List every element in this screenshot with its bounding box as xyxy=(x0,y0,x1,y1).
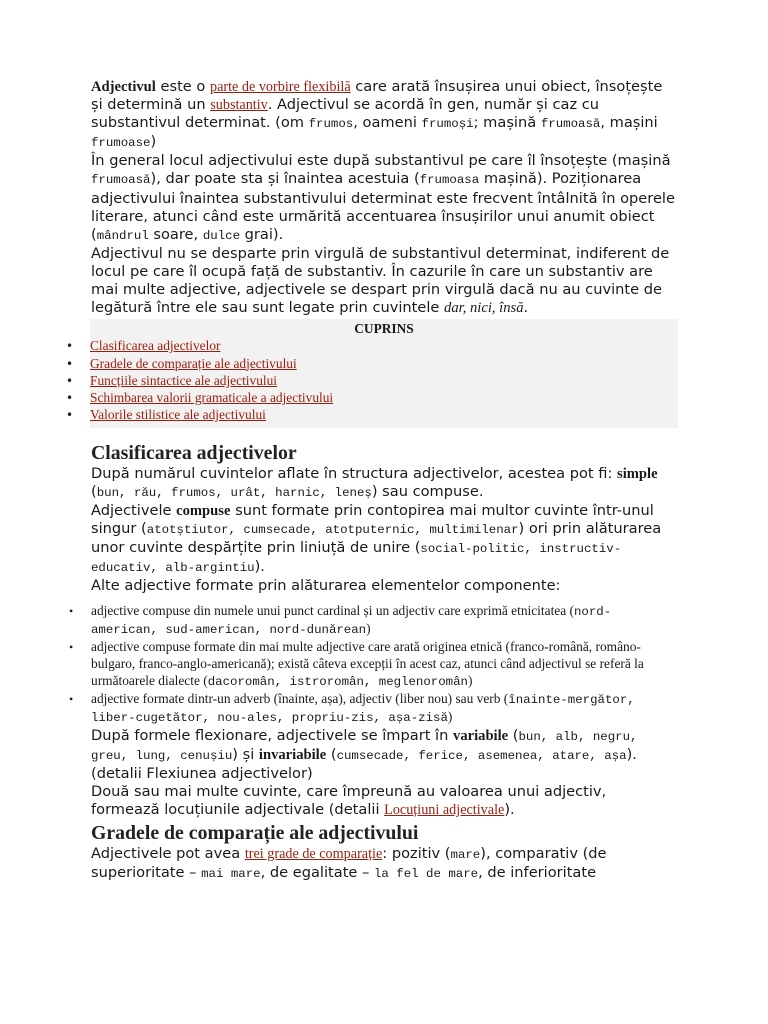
section-heading-clasificarea: Clasificarea adjectivelor xyxy=(91,441,297,464)
text: . Adjectivul se acordă în gen, număr și caz cu substantivul determinat. (om xyxy=(91,96,600,132)
section1-paragraph-5 xyxy=(91,783,677,819)
intro-paragraph-1 xyxy=(91,78,677,152)
example: bun, alb, negru, greu, lung, cenușiu xyxy=(91,729,638,763)
text: grai). xyxy=(240,225,284,243)
list-item xyxy=(91,639,677,691)
example: social-politic, instructiv-educativ, alb-argintiu xyxy=(91,542,622,576)
section2-paragraph-1 xyxy=(91,845,677,883)
example: frumoasa xyxy=(419,173,480,188)
text: ), comparativ (de superioritate – xyxy=(91,845,607,882)
section1-paragraph-2 xyxy=(91,502,677,577)
text: sunt formate prin contopirea mai multor cuvinte într-unul singur ( xyxy=(91,501,654,537)
text: ) xyxy=(150,133,157,151)
text: este o xyxy=(155,78,210,95)
example: dacoromân, istroromân, meglenoromân xyxy=(207,674,468,689)
example: mare xyxy=(450,848,481,863)
text: : pozitiv ( xyxy=(382,845,451,863)
text: ( xyxy=(326,745,337,763)
text: ). (detalii Flexiunea adjectivelor) xyxy=(91,745,637,782)
term: compuse xyxy=(176,502,231,519)
example: bun, rău, frumos, urât, harnic, leneș xyxy=(96,485,372,500)
section1-paragraph-1 xyxy=(91,465,677,502)
section-heading-gradele: Gradele de comparație ale adjectivului xyxy=(91,822,419,845)
toc-link-clasificarea[interactable]: Clasificarea adjectivelor xyxy=(90,338,221,354)
text: soare, xyxy=(148,225,203,243)
toc-item xyxy=(90,373,678,390)
text: Două sau mai multe cuvinte, care împreună au valoarea unui adjectiv, formează locuțiunile adjectivale (detalii xyxy=(91,782,607,819)
text: ) xyxy=(366,621,371,637)
text: În general locul adjectivului este după substantivul pe care îl însoțește (mașină xyxy=(91,152,671,170)
table-of-contents xyxy=(90,319,678,427)
text: ( xyxy=(508,726,519,744)
text: care arată însușirea unui obiect, însoțește și determină un xyxy=(91,78,663,114)
section1-paragraph-3: Alte adjective formate prin alăturarea elementelor componente: xyxy=(91,577,561,595)
toc-link-valorile[interactable]: Valorile stilistice ale adjectivului xyxy=(90,407,266,423)
term: invariabile xyxy=(258,746,327,763)
example: frumos xyxy=(308,117,354,132)
text: adjective compuse formate din mai multe adjective care arată originea etnică (franco-română, româno-bulgaro, franco-anglo-americană); există câteva excepții în acest caz, atunci când adjectivul se referă la următoarele dialecte ( xyxy=(91,639,644,688)
toc-item xyxy=(90,338,678,355)
example: dulce xyxy=(202,228,241,243)
toc-item xyxy=(90,407,678,424)
intro-paragraph-2 xyxy=(91,152,677,244)
text: Adjectivul nu se desparte prin virgulă de substantivul determinat, indiferent de locul pe care îl ocupă față de substantiv. În cazurile în care un substantiv are mai multe adjective, adjectivele se despart prin virgulă dacă nu au cuvinte de legătură între ele sau sunt legate prin cuvintele xyxy=(91,244,670,317)
text: adjective formate dintr-un adverb (înainte, așa), adjectiv (liber nou) sau verb ( xyxy=(91,690,509,706)
compound-adjectives-list xyxy=(91,603,677,726)
text: După numărul cuvintelor aflate în structura adjectivelor, acestea pot fi: xyxy=(91,464,618,482)
text: După formele flexionare, adjectivele se împart în xyxy=(91,726,454,744)
example: frumoase xyxy=(91,136,151,151)
toc-title: CUPRINS xyxy=(354,321,414,337)
toc-item xyxy=(90,356,678,373)
toc-link-gradele[interactable]: Gradele de comparație ale adjectivului xyxy=(90,355,297,371)
text: ). xyxy=(254,558,265,576)
toc-link-functiile[interactable]: Funcțiile sintactice ale adjectivului xyxy=(90,372,278,388)
link-trei-grade[interactable]: trei grade de comparație xyxy=(244,846,383,863)
text: ). xyxy=(504,801,515,819)
intro-paragraph-3 xyxy=(91,245,677,317)
text: ) xyxy=(447,708,453,724)
text: ) și xyxy=(232,745,259,763)
list-item xyxy=(91,603,677,639)
text: ) sau compuse. xyxy=(371,482,484,500)
list-item xyxy=(91,691,677,727)
text: . xyxy=(523,299,529,317)
link-locutiuni-adjectivale[interactable]: Locuțiuni adjectivale xyxy=(384,802,505,819)
text: ) xyxy=(467,672,473,688)
text: ), dar poate sta și înaintea acestuia ( xyxy=(150,170,420,188)
example: frumoși xyxy=(421,117,474,132)
example: frumoasă xyxy=(91,173,151,188)
toc-item xyxy=(90,390,678,407)
example: înainte-mergător, liber-cugetător, nou-ales, propriu-zis, așa-zisă xyxy=(91,692,635,725)
link-parte-de-vorbire[interactable]: parte de vorbire flexibilă xyxy=(210,79,351,95)
text: adjective compuse din numele unui punct cardinal și un adjectiv care exprimă etnicitatea ( xyxy=(91,603,574,619)
article xyxy=(91,78,677,883)
term: variabile xyxy=(453,727,509,744)
text: , de egalitate – xyxy=(260,864,374,882)
example: mai mare xyxy=(201,867,261,882)
section1-paragraph-4 xyxy=(91,727,677,783)
text: Adjectivele xyxy=(91,501,177,519)
text: , oameni xyxy=(353,114,422,132)
text: , de inferioritate xyxy=(478,864,597,882)
text: ) ori prin alăturarea unor cuvinte despărțite prin liniuță de unire ( xyxy=(91,519,662,557)
example: mândrul xyxy=(96,228,149,243)
toc-link-schimbarea[interactable]: Schimbarea valorii gramaticale a adjectivului xyxy=(90,390,334,406)
term-adjectivul: Adjectivul xyxy=(91,79,156,95)
link-substantiv[interactable]: substantiv xyxy=(210,97,268,114)
example: atotștiutor, cumsecade, atotputernic, multimilenar xyxy=(146,522,519,537)
text: Adjectivele pot avea xyxy=(91,845,245,863)
example: dar, nici, însă xyxy=(444,300,524,317)
example: cumsecade, ferice, asemenea, atare, așa xyxy=(336,748,627,763)
term: simple xyxy=(617,465,658,482)
toc-list xyxy=(90,338,678,424)
text: ( xyxy=(91,482,97,500)
text: ; mașină xyxy=(473,114,541,132)
example: frumoasă xyxy=(540,117,601,132)
text: , mașini xyxy=(600,114,658,132)
text: mașină). Poziționarea adjectivului înaintea substantivului determinat este frecvent întâlnită în operele literare, atunci când este urmărită accentuarea însușirilor unui anumit obiect ( xyxy=(91,170,675,243)
example: la fel de mare xyxy=(373,867,479,882)
example: nord-american, sud-american, nord-dunărean xyxy=(91,605,612,638)
